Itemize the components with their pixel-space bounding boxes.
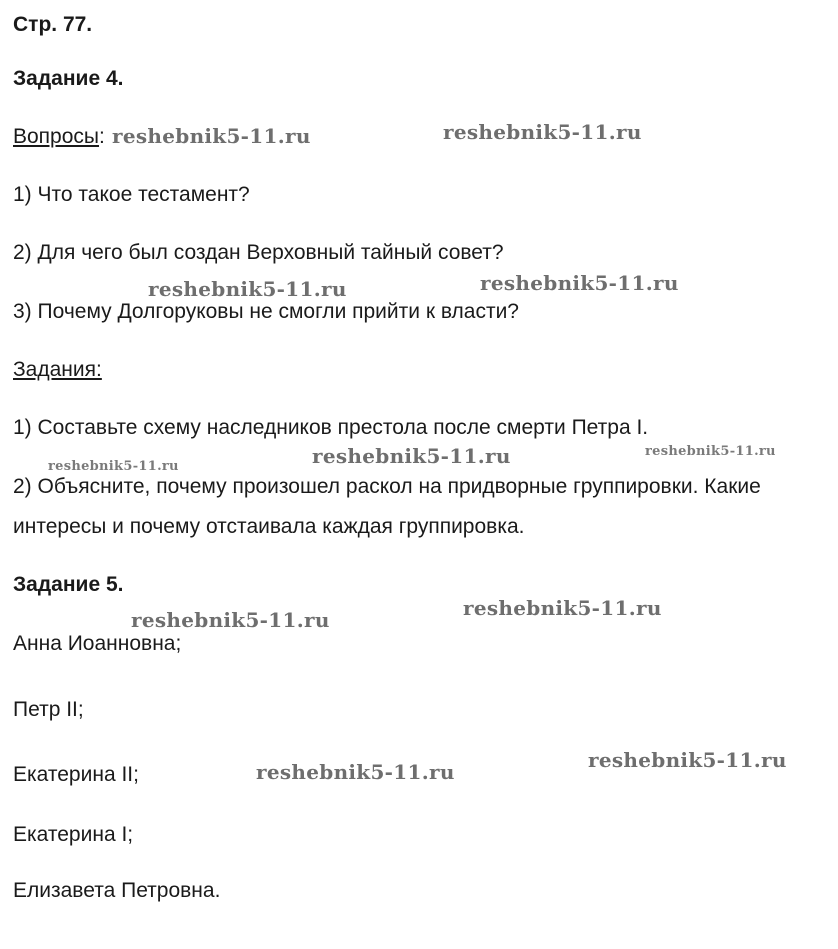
watermark: reshebnik5-11.ru: [312, 444, 511, 468]
watermark: reshebnik5-11.ru: [588, 748, 787, 772]
task-1: 1) Составьте схему наследников престола после смерти Петра I.: [13, 416, 649, 439]
watermark: reshebnik5-11.ru: [645, 444, 776, 459]
questions-colon: :: [99, 125, 105, 148]
answer-1: Анна Иоанновна;: [13, 632, 182, 655]
task4-heading: Задание 4.: [13, 67, 124, 90]
task5-heading: Задание 5.: [13, 573, 124, 596]
watermark: reshebnik5-11.ru: [480, 271, 679, 295]
answer-2: Петр II;: [13, 698, 84, 721]
task-2: 2) Объясните, почему произошел раскол на придворные группировки. Какие: [13, 475, 761, 498]
questions-label: Вопросы: [13, 125, 100, 148]
question-1: 1) Что такое тестамент?: [13, 183, 250, 206]
questions-label-line: [13, 124, 105, 150]
answer-5: Елизавета Петровна.: [13, 879, 221, 902]
watermark: reshebnik5-11.ru: [112, 124, 311, 148]
page-title: Стр. 77.: [13, 13, 93, 36]
question-2: 2) Для чего был создан Верховный тайный совет?: [13, 241, 504, 264]
answer-3: Екатерина II;: [13, 763, 139, 786]
question-3: 3) Почему Долгоруковы не смогли прийти к власти?: [13, 300, 519, 323]
watermark: reshebnik5-11.ru: [443, 120, 642, 144]
watermark: reshebnik5-11.ru: [463, 596, 662, 620]
tasks-label: Задания:: [13, 358, 102, 381]
task-2-continued: интересы и почему отстаивала каждая группировка.: [13, 515, 525, 538]
watermark: reshebnik5-11.ru: [148, 277, 347, 301]
watermark: reshebnik5-11.ru: [48, 459, 179, 474]
watermark: reshebnik5-11.ru: [131, 608, 330, 632]
answer-4: Екатерина I;: [13, 823, 134, 846]
watermark: reshebnik5-11.ru: [256, 760, 455, 784]
